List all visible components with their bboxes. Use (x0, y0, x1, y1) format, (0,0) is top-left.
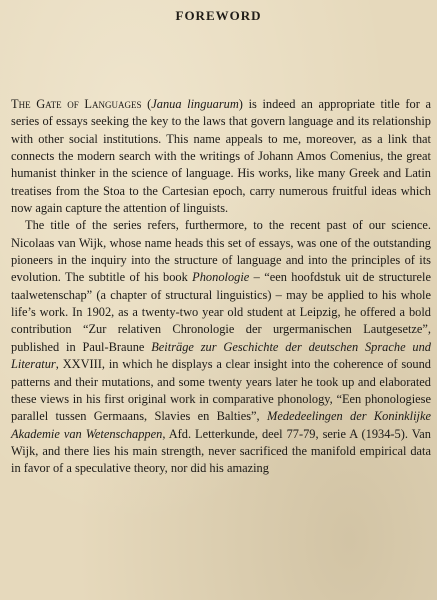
body-text (11, 96, 431, 478)
paragraph-1-text: is indeed an appropriate title for a series of essays seeking the key to the laws that govern language and its relationship with other social institutions. This name appeals to me, moreover, as a link that connects the modern search with the writings of Johann Amos Comenius, the great humanist thinker in the science of language. His works, like many Greek and Latin treatises from the Stoa to the Cartesian epoch, carry numerous fruitful ideas which now again capture the attention of linguists. (11, 97, 431, 216)
page-title: FOREWORD (175, 8, 262, 23)
paragraph-1: The Gate of Languages (Janua linguarum) is indeed an appropriate title for a series of essays seeking the key to the laws that govern language and its relationship with other social institutions. This name appeals to me, moreover, as a link that connects the modern search with the writings of Johann Amos Comenius, the great humanist thinker in the science of language. His works, like many Greek and Latin treatises from the Stoa to the Cartesian epoch, carry numerous fruitful ideas which now again capture the attention of linguists. (11, 97, 431, 216)
book-title-phonologie: Phonologie (192, 270, 250, 285)
journal-title-beitraege: Beiträge zur Geschichte der deutschen Sprache und Literatur (11, 339, 431, 372)
paragraph-2-text-1: The title of the series refers, furthermore, to the recent past of our science. Nicolaas van Wijk, whose name heads this set of essays, was one of the outstanding pioneers in the inquiry into the structure of language and into the principles of its evolution. The subtitle of his book (11, 218, 431, 285)
journal-title-mededeelingen: Mededeelingen der Koninklijke Akademie van Wetenschappen (11, 409, 431, 441)
latin-title: Janua linguarum (151, 97, 239, 111)
series-name: The Gate of Languages (11, 97, 142, 111)
paragraph-2-text-3: , XXVIII, in which he displays a clear insight into the coherence of sound patterns and their mutations, and some twenty years later he took up and elaborated these views in his first original work in comparative phonology, “Een phonologiese parallel tussen Germaans, Slavies en Balties”, (11, 357, 431, 424)
paragraph-2-text-4: , Afd. Letterkunde, deel 77-79, serie A (1934-5). Van Wijk, and there lies his main strength, never sacrificed the manifold empirical data in favor of a speculative theory, nor did his amazing (11, 426, 431, 476)
paragraph-2 (11, 217, 431, 477)
paragraph-2-text-2: – “een hoofdstuk uit de structurele taalwetenschap” (a chapter of structural linguistics) – may be applied to his whole life’s work. In 1902, as a twenty-two year old student at Leipzig, he offered a bold contribution “Zur relativen Chronologie der urgermanischen Lautgesetze”, published in Paul-Braune (11, 270, 432, 354)
